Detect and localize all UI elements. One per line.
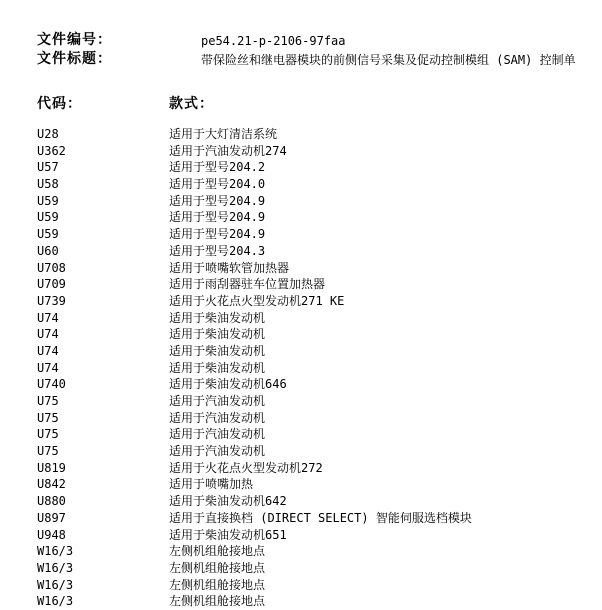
row-model: 适用于型号204.9 [169, 227, 266, 242]
file-title-row [37, 50, 602, 69]
row-code: U880 [37, 494, 66, 509]
table-row [37, 527, 602, 544]
row-code: U819 [37, 460, 66, 475]
table-row [37, 577, 602, 594]
row-model: 适用于喷嘴加热 [169, 477, 254, 492]
row-code: U58 [37, 177, 59, 192]
row-model: 适用于火花点火型发动机271 KE [169, 293, 345, 308]
table-row [37, 193, 602, 210]
row-code: U75 [37, 410, 59, 425]
row-code: U709 [37, 277, 66, 292]
table-row [37, 593, 602, 610]
table-row [37, 560, 602, 577]
row-code: U60 [37, 243, 59, 258]
row-model: 适用于柴油发动机 [169, 327, 266, 342]
row-model: 左侧机组舱接地点 [169, 560, 266, 575]
row-code: U74 [37, 343, 59, 358]
row-code: U75 [37, 394, 59, 408]
table-row [37, 276, 602, 293]
row-model: 适用于大灯清洁系统 [169, 127, 278, 141]
row-model: 适用于型号204.2 [169, 160, 266, 175]
table-row [37, 493, 602, 510]
model-column-header: 款式： [169, 96, 214, 112]
row-code: U75 [37, 444, 59, 459]
row-model: 适用于火花点火型发动机272 [169, 460, 323, 475]
table-row [37, 209, 602, 226]
row-model: 左侧机组舱接地点 [169, 577, 266, 592]
code-model-table [37, 126, 602, 610]
table-row [37, 343, 602, 360]
row-code: W16/3 [37, 560, 74, 575]
row-model: 适用于雨刮器驻车位置加热器 [169, 277, 326, 292]
row-code: U59 [37, 193, 59, 208]
table-row [37, 310, 602, 327]
row-code: U75 [37, 427, 59, 442]
row-model: 适用于型号204.3 [169, 243, 266, 258]
code-column-header: 代码： [37, 96, 82, 112]
table-row [37, 243, 602, 260]
row-code: U74 [37, 310, 59, 325]
row-model: 适用于柴油发动机 [169, 310, 266, 325]
row-code: U28 [37, 127, 59, 141]
row-code: U59 [37, 227, 59, 242]
table-row [37, 443, 602, 460]
row-code: U59 [37, 210, 59, 225]
row-code: W16/3 [37, 594, 74, 609]
table-row [37, 476, 602, 493]
row-code: U842 [37, 477, 66, 492]
row-code: U897 [37, 510, 66, 525]
row-model: 适用于柴油发动机642 [169, 494, 287, 509]
table-row [37, 393, 602, 410]
table-row [37, 326, 602, 343]
row-model: 适用于汽油发动机 [169, 427, 266, 442]
file-number-label: 文件编号： [37, 32, 112, 48]
file-title-value: 带保险丝和继电器模块的前侧信号采集及促动控制模组 (SAM) 控制单 [201, 53, 576, 67]
row-code: U74 [37, 360, 59, 375]
row-model: 适用于汽油发动机 [169, 444, 266, 459]
row-model: 左侧机组舱接地点 [169, 594, 266, 609]
row-code: U362 [37, 143, 66, 158]
row-code: U708 [37, 260, 66, 275]
table-row [37, 510, 602, 527]
table-row [37, 126, 602, 143]
row-code: U739 [37, 293, 66, 308]
table-row [37, 360, 602, 377]
row-model: 适用于汽油发动机 [169, 410, 266, 425]
row-model: 左侧机组舱接地点 [169, 544, 266, 559]
row-model: 适用于型号204.0 [169, 177, 266, 192]
table-row [37, 543, 602, 560]
row-model: 适用于柴油发动机 [169, 360, 266, 375]
row-model: 适用于型号204.9 [169, 193, 266, 208]
table-row [37, 226, 602, 243]
row-code: U57 [37, 160, 59, 175]
row-model: 适用于柴油发动机646 [169, 377, 287, 392]
file-number-row [37, 31, 602, 50]
file-number-value: pe54.21-p-2106-97faa [201, 34, 346, 48]
table-row [37, 410, 602, 427]
row-model: 适用于柴油发动机 [169, 343, 266, 358]
row-code: W16/3 [37, 577, 74, 592]
table-row [37, 460, 602, 477]
table-row [37, 260, 602, 277]
row-code: W16/3 [37, 544, 74, 559]
table-header [37, 94, 602, 114]
table-row [37, 159, 602, 176]
row-model: 适用于汽油发动机274 [169, 143, 287, 158]
row-code: U740 [37, 377, 66, 392]
table-row [37, 293, 602, 310]
row-model: 适用于喷嘴软管加热器 [169, 260, 290, 275]
row-model: 适用于柴油发动机651 [169, 527, 287, 542]
table-row [37, 176, 602, 193]
row-code: U948 [37, 527, 66, 542]
row-code: U74 [37, 327, 59, 342]
table-row [37, 426, 602, 443]
file-title-label: 文件标题： [37, 51, 112, 67]
row-model: 适用于汽油发动机 [169, 394, 266, 408]
row-model: 适用于直接换档 (DIRECT SELECT) 智能伺服选档模块 [169, 510, 472, 525]
document-meta [37, 31, 602, 69]
row-model: 适用于型号204.9 [169, 210, 266, 225]
table-row [37, 376, 602, 393]
table-row [37, 143, 602, 160]
